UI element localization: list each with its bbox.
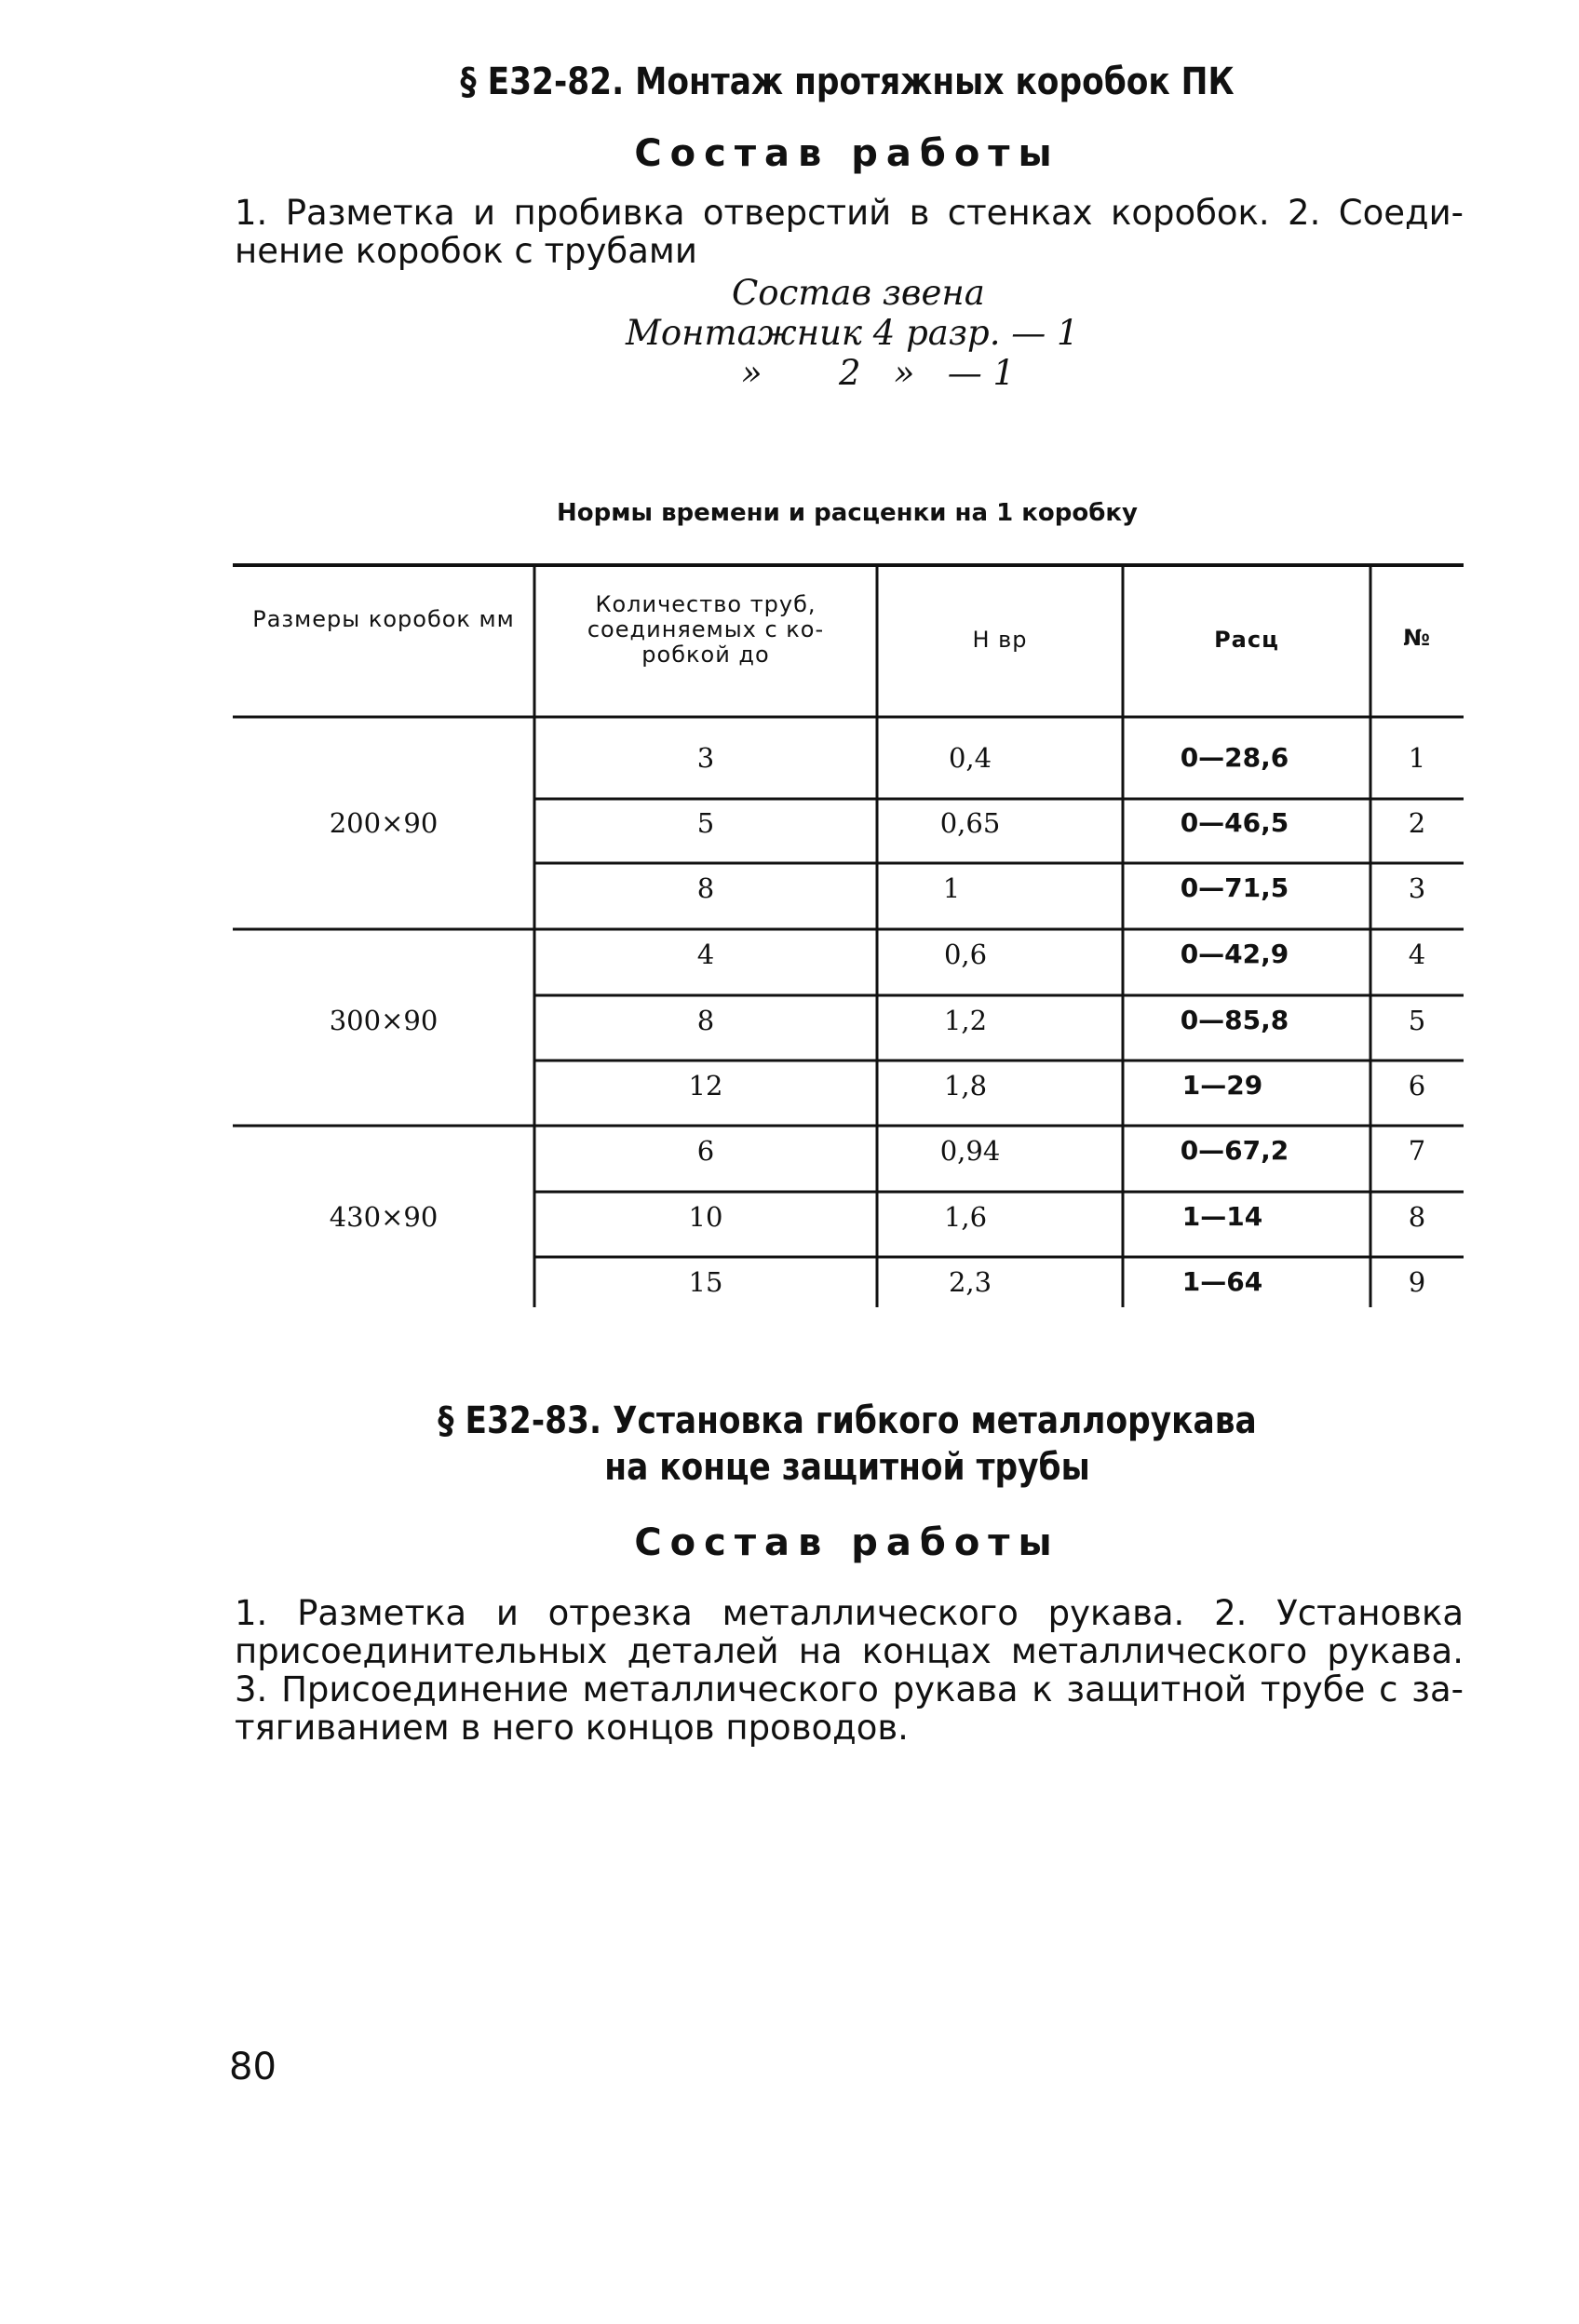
rate-cell: 0—42,9 [1180,939,1289,969]
rate-cell: 0—28,6 [1180,742,1289,773]
crew-line: Монтажник 4 разр. — 1 [626,313,1079,353]
row-number-cell: 6 [1408,1070,1426,1101]
pipe-count-cell: 8 [696,872,715,904]
section-title-e32-82: § Е32-82. Монтаж протяжных коробок ПК [460,61,1235,103]
pipe-count-cell: 10 [688,1201,723,1233]
rate-cell: 1—29 [1181,1070,1263,1101]
header-number: № [1403,625,1431,651]
box-size: 430×90 [329,1201,439,1233]
rate-cell: 0—85,8 [1180,1005,1289,1035]
time-norm-cell: 0,65 [939,807,1001,839]
header-rate: Расц [1214,627,1279,653]
rate-cell: 1—64 [1181,1266,1263,1297]
work-line: присоединительных деталей на концах металлического рукава. [235,1631,1464,1671]
time-norm-cell: 2,3 [948,1266,992,1298]
work-line: нение коробок с трубами [235,231,697,271]
pipe-count-cell: 8 [696,1005,715,1036]
pipe-count-cell: 15 [688,1266,723,1298]
time-norm-cell: 1,8 [943,1070,988,1101]
pipe-count-cell: 12 [688,1070,723,1101]
work-line: 1. Разметка и пробивка отверстий в стенках коробок. 2. Соеди- [235,193,1464,233]
row-number-cell: 1 [1408,742,1426,774]
table-caption: Нормы времени и расценки на 1 коробку [557,499,1138,527]
section-title-e32-83-line2: на конце защитной трубы [604,1446,1090,1489]
time-norm-cell: 1,6 [943,1201,988,1233]
rate-cell: 0—46,5 [1180,807,1289,838]
box-size: 300×90 [329,1005,439,1036]
work-line: тягиванием в него концов проводов. [235,1708,909,1748]
pipe-count-cell: 4 [696,939,715,970]
time-norm-cell: 1 [942,872,961,904]
rate-cell: 0—71,5 [1180,872,1289,903]
row-number-cell: 5 [1408,1005,1426,1036]
header-box-size: Размеры коробок мм [252,606,515,632]
pipe-count-cell: 3 [696,742,715,774]
time-norm-cell: 0,6 [943,939,988,970]
time-norm-cell: 0,4 [948,742,992,774]
row-number-cell: 9 [1408,1266,1426,1298]
row-number-cell: 3 [1408,872,1426,904]
work-line: 3. Присоединение металлического рукава к защитной трубе с за- [235,1669,1464,1709]
norms-table [233,562,1464,1307]
time-norm-cell: 1,2 [943,1005,988,1036]
header-pipe-count: Количество труб, соединяемых с ко- робкой до [587,591,825,668]
work-composition-heading-2: Состав работы [634,1521,1060,1564]
pipe-count-cell: 6 [696,1135,715,1167]
work-composition-text-2 [235,1594,1464,1747]
box-size: 200×90 [329,807,439,839]
work-line: 1. Разметка и отрезка металлического рукава. 2. Установка [235,1593,1464,1633]
page-number: 80 [229,2046,277,2088]
time-norm-cell: 0,94 [939,1135,1001,1167]
crew-heading: Состав звена [732,273,985,313]
rate-cell: 1—14 [1181,1201,1263,1232]
work-composition-text [235,194,1464,270]
crew-line: » 2 » — 1 [741,353,1016,393]
row-number-cell: 7 [1408,1135,1426,1167]
header-time-norm: Н вр [972,627,1028,653]
row-number-cell: 4 [1408,939,1426,970]
table-grid [233,562,1464,1307]
row-number-cell: 8 [1408,1201,1426,1233]
rate-cell: 0—67,2 [1180,1135,1289,1166]
pipe-count-cell: 5 [696,807,715,839]
section-title-e32-83: § Е32-83. Установка гибкого металлорукава [438,1399,1257,1442]
row-number-cell: 2 [1408,807,1426,839]
work-composition-heading: Состав работы [634,132,1060,175]
